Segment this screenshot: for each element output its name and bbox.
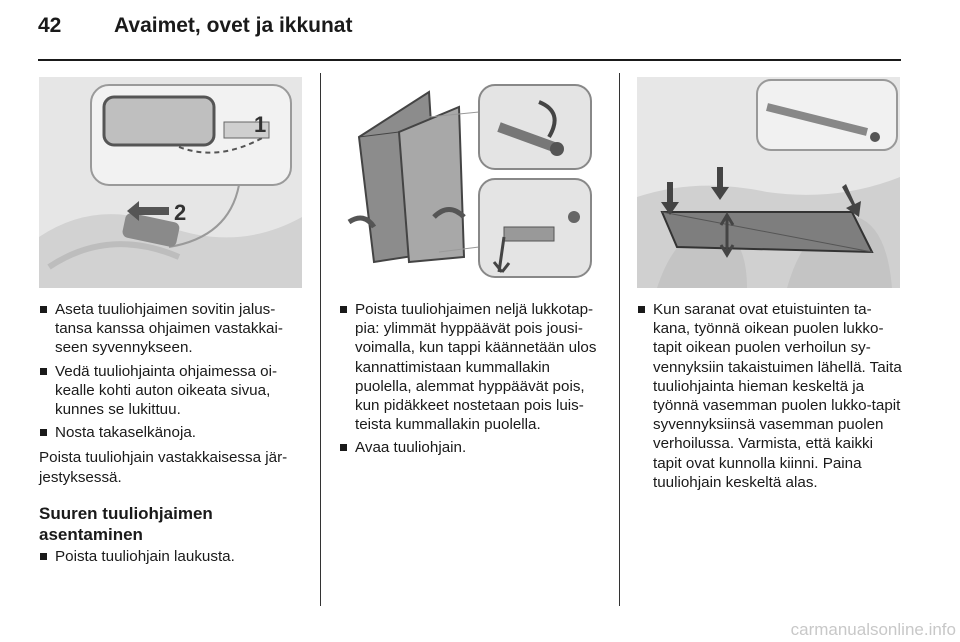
- list-item: Nosta takaselkänoja.: [39, 423, 304, 442]
- bullet-marker: [340, 306, 347, 313]
- list-item: Avaa tuuliohjain.: [339, 438, 607, 457]
- illustration-mirror: [39, 77, 302, 288]
- bullet-marker: [638, 306, 645, 313]
- header-rule: [38, 59, 901, 61]
- column-2: [339, 300, 607, 462]
- page-header: [38, 14, 352, 44]
- column-1: [39, 300, 304, 570]
- callout-2: 2: [174, 200, 187, 225]
- list-item: Kun saranat ovat etuistuinten ta-kana, työnnä oikean puolen lukko-tapit oikean puolen verhoilun sy-vennyksiin takaistuimen lähellä. Taita tuuliohjainta hieman keskeltä ja työnnä vasemman puolen lukko-tapit syvennyksiinsä vasemman puolen verhoilussa. Varmista, että kaikki tapit ovat kunnolla kiinni. Paina tuuliohjain keskeltä alas.: [637, 300, 903, 492]
- figure-deflector-installed: [637, 77, 900, 288]
- bullet-marker: [40, 306, 47, 313]
- list-item: Aseta tuuliohjaimen sovitin jalus-tansa kanssa ohjaimen vastakkai-seen syvennykseen.: [39, 300, 304, 358]
- column-3: [637, 300, 903, 496]
- illustration-deflector: [339, 77, 600, 288]
- column-divider: [619, 73, 620, 606]
- paragraph: Poista tuuliohjain vastakkaisessa jär-jestyksessä.: [39, 449, 288, 486]
- figure-mirror-adapter: [39, 77, 302, 288]
- figure-deflector-unlock: [339, 77, 600, 288]
- list-item: Poista tuuliohjaimen neljä lukkotap-pia: ylimmät hyppäävät pois jousi-voimalla, kun tappi käännetään ulos kannattimistaan kummallakin puolella, alemmat hyppäävät pois, kun pidäkkeet nostetaan pois luis-teista kummallakin puolella.: [339, 300, 607, 434]
- list-item: Poista tuuliohjain laukusta.: [39, 547, 304, 566]
- page-title: Avaimet, ovet ja ikkunat: [114, 14, 353, 37]
- bullet-marker: [40, 368, 47, 375]
- page-number: 42: [38, 14, 62, 37]
- illustration-car-interior: [637, 77, 900, 288]
- section-heading: Suuren tuuliohjaimen asentaminen: [39, 503, 213, 544]
- bullet-marker: [340, 444, 347, 451]
- callout-1: 1: [254, 112, 267, 137]
- column-divider: [320, 73, 321, 606]
- bullet-marker: [40, 553, 47, 560]
- bullet-marker: [40, 429, 47, 436]
- list-item: Vedä tuuliohjainta ohjaimessa oi-kealle kohti auton oikeata sivua, kunnes se lukittuu.: [39, 362, 304, 420]
- watermark: carmanualsonline.info: [790, 620, 956, 639]
